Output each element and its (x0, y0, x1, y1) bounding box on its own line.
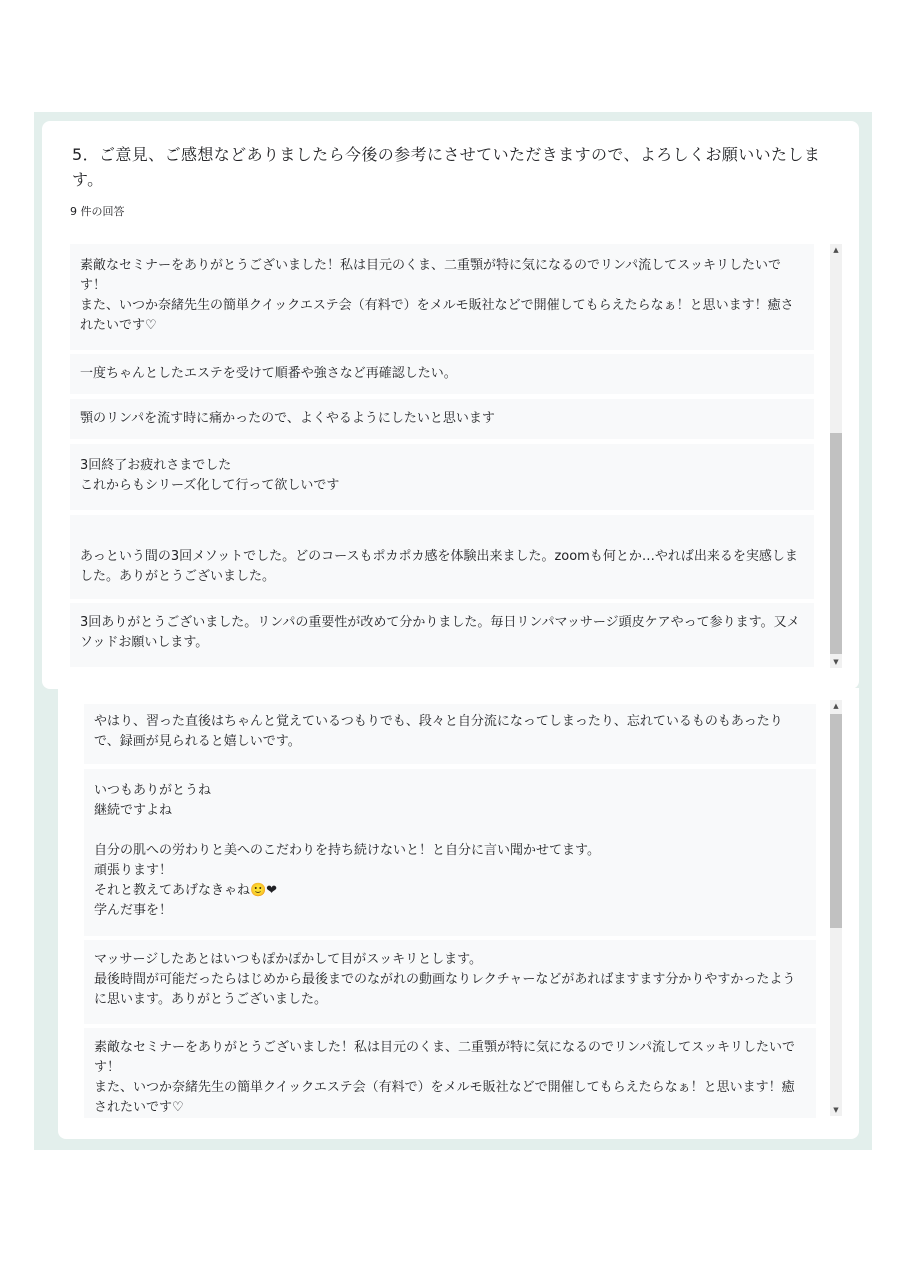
triangle-down-icon[interactable]: ▼ (833, 658, 839, 666)
response-item: 3回ありがとうございました。リンパの重要性が改めて分かりました。毎日リンパマッサージ頭皮ケアやって参ります。又メソッドお願いします。 (70, 603, 814, 667)
triangle-up-icon[interactable]: ▲ (833, 702, 839, 710)
response-item: いつもありがとうね 継続ですよね 自分の肌への労わりと美へのこだわりを持ち続けないと！と自分に言い聞かせてます。 頑張ります！ それと教えてあげなきゃね🙂❤ 学んだ事を！ (84, 769, 816, 936)
response-item: 顎のリンパを流す時に痛かったので、よくやるようにしたいと思います (70, 399, 814, 439)
response-list-bottom[interactable] (84, 704, 816, 1118)
response-count: 9 件の回答 (70, 205, 125, 218)
question-title: 5．ご意見、ご感想などありましたら今後の参考にさせていただきますので、よろしくお願いいたします。 (72, 145, 821, 189)
response-item: 素敵なセミナーをありがとうございました！私は目元のくま、二重顎が特に気になるのでリンパ流してスッキリしたいです！ また、いつか奈緒先生の簡単クイックエステ会（有料で）をメルモ販社などで開催してもらえたらなぁ！と思います！癒されたいです♡ (84, 1028, 816, 1118)
scrollbar-thumb[interactable] (830, 433, 842, 654)
scrollbar-thumb[interactable] (830, 714, 842, 928)
response-item: 一度ちゃんとしたエステを受けて順番や強さなど再確認したい。 (70, 354, 814, 394)
response-item: 素敵なセミナーをありがとうございました！私は目元のくま、二重顎が特に気になるのでリンパ流してスッキリしたいです！ また、いつか奈緒先生の簡単クイックエステ会（有料で）をメルモ販社などで開催してもらえたらなぁ！と思います！癒されたいです♡ (70, 244, 814, 350)
response-item: 3回終了お疲れさまでした これからもシリーズ化して行って欲しいです (70, 444, 814, 510)
scrollbar-top[interactable] (830, 244, 842, 668)
response-item: あっという間の3回メソットでした。どのコースもポカポカ感を体験出来ました。zoomも何とか…やれば出来るを実感しました。ありがとうございました。 (70, 515, 814, 599)
triangle-up-icon[interactable]: ▲ (833, 246, 839, 254)
scrollbar-bottom[interactable] (830, 700, 842, 1116)
triangle-down-icon[interactable]: ▼ (833, 1106, 839, 1114)
response-item: マッサージしたあとはいつもぽかぽかして目がスッキリとします。 最後時間が可能だったらはじめから最後までのながれの動画なりレクチャーなどがあればますます分かりやすかったように思います。ありがとうございました。 (84, 940, 816, 1024)
response-list-top[interactable] (70, 244, 814, 670)
response-item: やはり、習った直後はちゃんと覚えているつもりでも、段々と自分流になってしまったり、忘れているものもあったりで、録画が見られると嬉しいです。 (84, 704, 816, 764)
